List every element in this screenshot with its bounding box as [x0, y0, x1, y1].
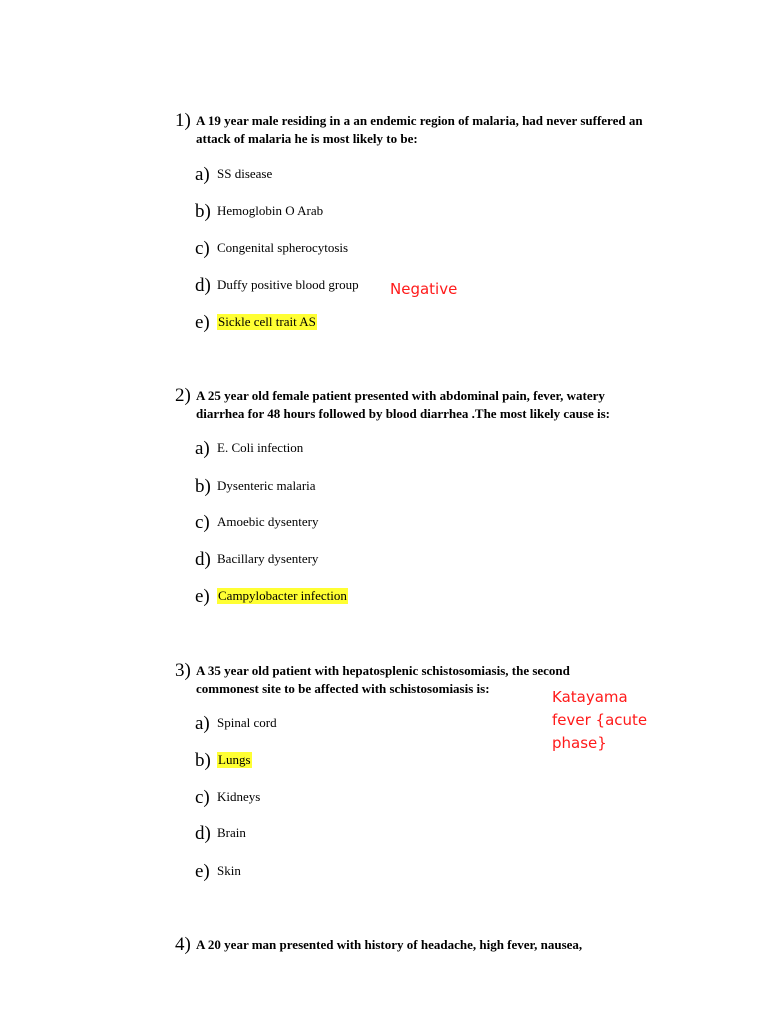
option-letter: d) [195, 823, 211, 844]
option-text: E. Coli infection [217, 440, 304, 455]
question-number: 4) [175, 934, 191, 955]
question-text: A 35 year old patient with hepatosplenic schistosomiasis, the second commonest site to be affected with schistosomiasis is: [196, 663, 570, 696]
option-b [195, 476, 316, 500]
option-text: Skin [217, 863, 241, 878]
option-letter: b) [195, 201, 211, 222]
option-c [195, 238, 348, 262]
option-letter: c) [195, 787, 210, 808]
option-e [195, 312, 317, 336]
option-text: SS disease [217, 166, 273, 181]
option-letter: a) [195, 164, 210, 185]
option-letter: d) [195, 549, 211, 570]
option-text: Kidneys [217, 789, 261, 804]
option-e [195, 586, 348, 610]
option-a [195, 438, 303, 462]
option-text: Amoebic dysentery [217, 514, 319, 529]
option-b [195, 201, 323, 225]
option-text-highlighted: Lungs [218, 752, 251, 767]
option-d [195, 549, 318, 573]
option-letter: e) [195, 312, 210, 333]
option-text: Brain [217, 825, 246, 840]
handwritten-annotation: Negative [390, 280, 458, 298]
option-a [195, 713, 277, 737]
option-text: Duffy positive blood group [217, 277, 359, 292]
question-number: 2) [175, 385, 191, 406]
option-letter: e) [195, 861, 210, 882]
option-text-highlighted: Sickle cell trait AS [218, 314, 316, 329]
option-text: Congenital spherocytosis [217, 240, 349, 255]
option-text: Spinal cord [217, 715, 277, 730]
option-c [195, 787, 260, 811]
option-letter: e) [195, 586, 210, 607]
option-text: Bacillary dysentery [217, 551, 319, 566]
question-number: 1) [175, 110, 191, 131]
option-letter: a) [195, 438, 210, 459]
option-b [195, 750, 252, 774]
option-letter: a) [195, 713, 210, 734]
question-text: A 20 year man presented with history of headache, high fever, nausea, [196, 937, 583, 952]
option-text: Hemoglobin O Arab [217, 203, 324, 218]
option-a [195, 164, 272, 188]
option-letter: b) [195, 476, 211, 497]
question-text: A 19 year male residing in a an endemic region of malaria, had never suffered an attack of malaria he is most likely to be: [196, 113, 643, 146]
option-d [195, 823, 246, 847]
option-letter: b) [195, 750, 211, 771]
option-d [195, 275, 359, 299]
option-e [195, 861, 241, 885]
question-text: A 25 year old female patient presented with abdominal pain, fever, watery diarrhea for 48 hours followed by blood diarrhea .The most likely cause is: [196, 388, 610, 421]
option-c [195, 512, 318, 536]
question-number: 3) [175, 660, 191, 681]
option-text-highlighted: Campylobacter infection [218, 588, 347, 603]
option-text: Dysenteric malaria [217, 478, 316, 493]
option-letter: c) [195, 512, 210, 533]
handwritten-annotation: Katayama fever {acute phase} [552, 688, 648, 752]
option-letter: c) [195, 238, 210, 259]
option-letter: d) [195, 275, 211, 296]
